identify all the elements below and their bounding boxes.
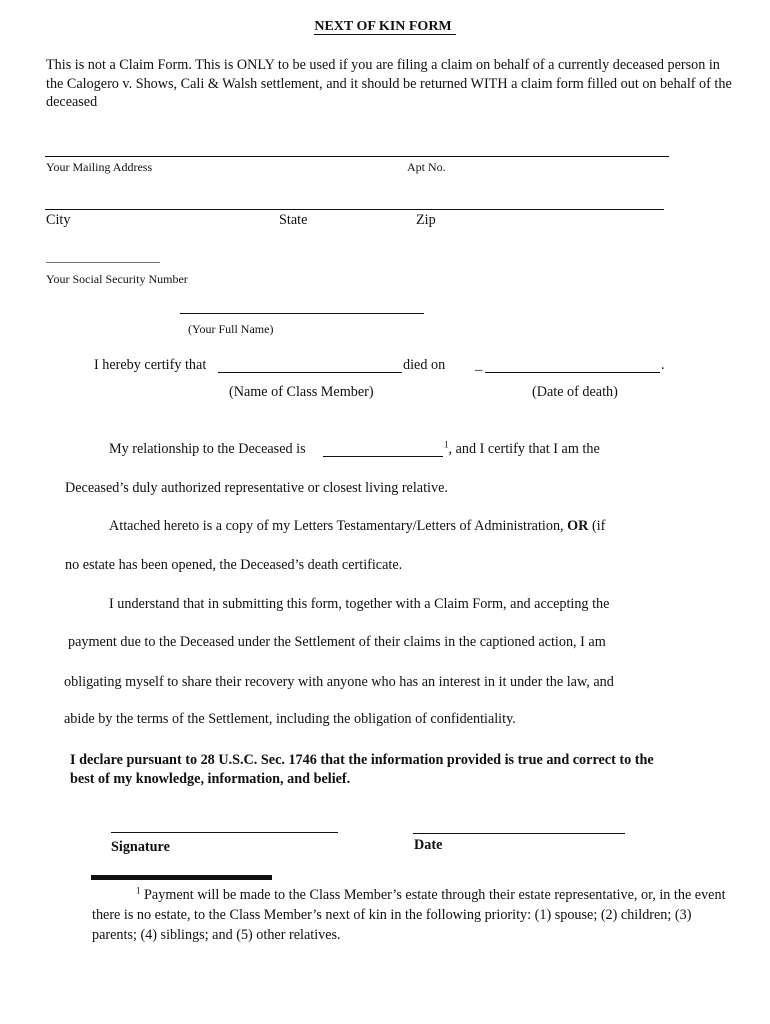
attached-line2: no estate has been opened, the Deceased’s death certificate.: [65, 557, 403, 573]
state-label: State: [279, 212, 308, 228]
full-name-label: (Your Full Name): [188, 322, 274, 336]
form-title: NEXT OF KIN FORM: [0, 19, 770, 35]
signature-label: Signature: [111, 839, 170, 855]
understand-line2: payment due to the Deceased under the Settlement of their claims in the captioned action, I am: [68, 634, 606, 650]
signature-line[interactable]: [111, 832, 338, 833]
zip-label: Zip: [416, 212, 436, 228]
date-label: Date: [414, 837, 443, 853]
class-member-label: (Name of Class Member): [229, 384, 374, 400]
city-state-zip-line[interactable]: [45, 209, 664, 210]
date-of-death-label: (Date of death): [532, 384, 618, 400]
footnote-separator: [91, 875, 272, 880]
city-label: City: [46, 212, 71, 228]
relationship-suffix: $^1$, and I certify that I am the: [444, 439, 600, 457]
footnote-mark: 1: [136, 885, 141, 896]
attached-line1: Attached hereto is a copy of my Letters Testamentary/Letters of Administration, OR (if: [109, 518, 606, 534]
intro-paragraph: This is not a Claim Form. This is ONLY to be used if you are filing a claim on behalf of a currently deceased person in the Calogero v. Shows, Cali & Walsh settlement, and it should be returned WITH a claim form filled out on behalf of the deceased: [46, 57, 732, 110]
understand-line4: abide by the terms of the Settlement, including the obligation of confidentiality.: [64, 711, 516, 727]
understand-line3: obligating myself to share their recovery with anyone who has an interest in it under the law, and: [64, 674, 614, 690]
ssn-field[interactable]: ___________________: [46, 250, 160, 264]
relationship-prefix: My relationship to the Deceased is: [109, 441, 306, 457]
apt-label: Apt No.: [407, 160, 446, 174]
certify-prefix: I hereby certify that: [94, 357, 207, 373]
certify-period: .: [661, 357, 665, 373]
date-of-death-line[interactable]: [485, 372, 660, 373]
footnote: $^1$ Payment will be made to the Class Member’s estate through their estate representative, or, in the event there is no estate, to the Class Member’s next of kin in the following priority: (1) spouse; (2) children; (3) parents; (4) siblings; and (5) other relatives.: [92, 885, 726, 943]
relationship-line2: Deceased’s duly authorized representative or closest living relative.: [65, 480, 448, 496]
class-member-name-line[interactable]: [218, 372, 402, 373]
understand-line1: I understand that in submitting this form, together with a Claim Form, and accepting the: [109, 596, 610, 612]
mailing-address-line[interactable]: [45, 156, 669, 157]
relationship-line[interactable]: [323, 456, 443, 457]
mailing-address-label: Your Mailing Address: [46, 160, 153, 174]
declaration: I declare pursuant to 28 U.S.C. Sec. 1746 that the information provided is true and correct to the best of my knowledge, information, and belief.: [70, 752, 654, 787]
full-name-line[interactable]: [180, 313, 424, 314]
date-prefix: _: [475, 357, 483, 373]
footnote-ref: 1: [444, 439, 449, 450]
date-line[interactable]: [413, 833, 625, 834]
died-on-text: died on: [403, 357, 446, 373]
ssn-label: Your Social Security Number: [46, 272, 188, 286]
